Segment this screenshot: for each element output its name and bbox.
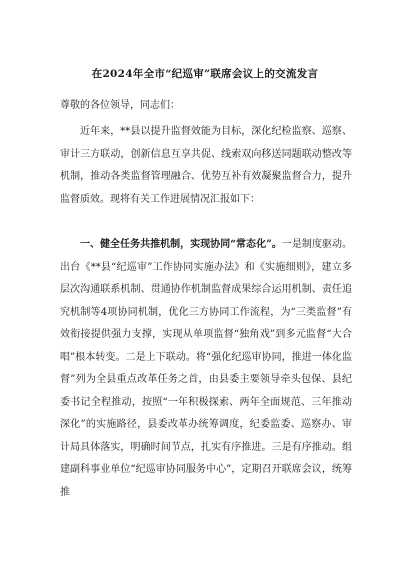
section-1-body: 一是制度驱动。出台《**县“纪巡审”工作协同实施办法》和《实施细则》，建立多层次沟通联系机制、贯通协作机制监督成果综合运用机制、责任追究机制等4项协同机制，优化三方协同工作流程，为“三类监督”有效衔接提供强力支撑，实现从单项监督“独角戏”到多元监督“大合唱”根本转变。二是上下联动。将“强化纪巡审协同，推进一体化监督”列为全县重点改革任务之首，由县委主要领导牵头包保、县纪委书记全程推动，按照“一年积极探索、两年全面规范、三年推动深化”的实施路径，县委改革办统筹调度，纪委监委、巡察办、审计局具体落实，明确时间节点，扎实有序推进。三是有序推动。组建副科事业单位“纪巡审协同服务中心”，定期召开联席会议，统筹推: [60, 239, 352, 498]
salutation: 尊敬的各位领导，同志们：: [60, 100, 180, 111]
section-1-paragraph: [60, 234, 352, 504]
intro-paragraph: 近年来，**县以提升监督效能为目标，深化纪检监察、巡察、审计三方联动，创新信息互享共促、线索双向移送同题联动整改等机制，推动各类监督管理融合、优势互补有效凝聚监督合力，提升监督质效。现将有关工作进展情况汇报如下：: [60, 126, 352, 205]
document-title: 在2024年全市“纪巡审”联席会议上的交流发言: [91, 68, 319, 80]
section-1-heading: 一、健全任务共推机制，实现协同“常态化”。: [80, 239, 282, 250]
